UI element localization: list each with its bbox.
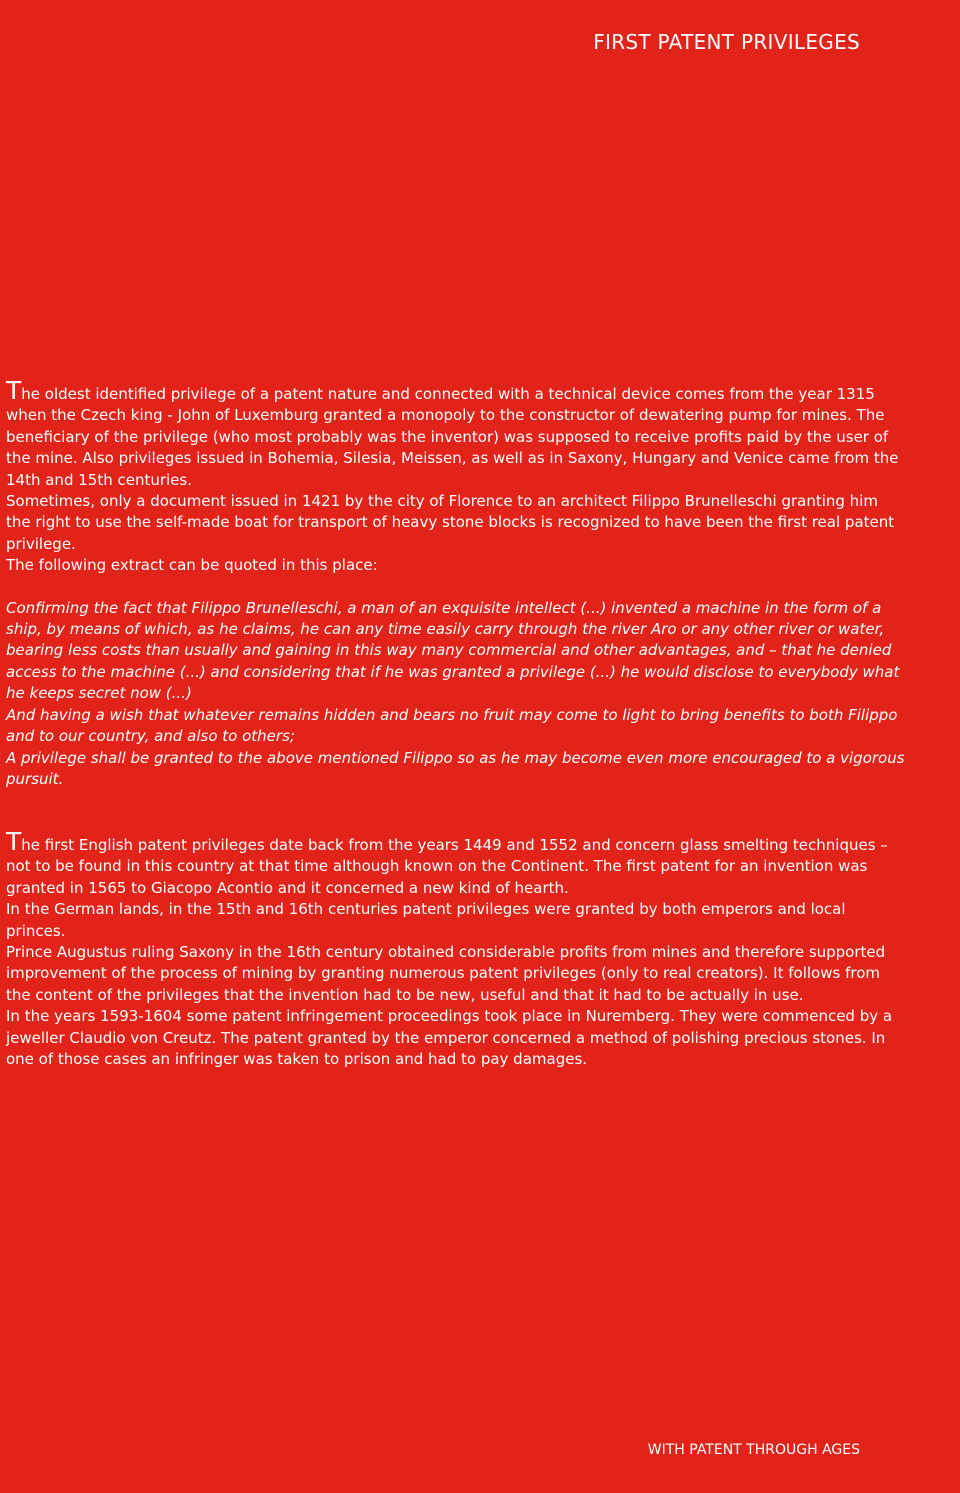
paragraph: In the German lands, in the 15th and 16th centuries patent privileges were granted by both emperors and local princes.	[6, 900, 846, 940]
drop-cap: T	[6, 376, 22, 405]
paragraph-text: he oldest identified privilege of a patent nature and connected with a technical device comes from the year 1315 when the Czech king - John of Luxemburg granted a monopoly to the constructor of dewatering pump for mines. The beneficiary of the privilege (who most probably was the inventor) was supposed to receive profits paid by the user of the mine. Also privileges issued in Bohemia, Silesia, Meissen, as well as in Saxony, Hungary and Venice came from the 14th and 15th centuries.	[6, 385, 899, 489]
paragraph: Prince Augustus ruling Saxony in the 16th century obtained considerable profits from mines and therefore supported improvement of the process of mining by granting numerous patent privileges (only to real creators). It follows from the content of the privileges that the invention had to be new, useful and that it had to be actually in use.	[6, 943, 886, 1004]
drop-cap: T	[6, 827, 22, 856]
quote-paragraph: A privilege shall be granted to the above mentioned Filippo so as he may become even more encouraged to a vigorous pursuit.	[6, 748, 905, 788]
paragraph	[6, 376, 906, 491]
quote-paragraph: Confirming the fact that Filippo Brunelleschi, a man of an exquisite intellect (...) invented a machine in the form of a ship, by means of which, as he claims, he can any time easily carry through the river Aro or any other river or water, bearing less costs than usually and gaining in this way many commercial and other advantages, and – that he denied access to the machine (...) and considering that if he was granted a privilege (...) he would disclose to everybody what he keeps secret now (...)	[6, 598, 900, 703]
english-german-section	[6, 827, 906, 1070]
paragraph: Sometimes, only a document issued in 1421 by the city of Florence to an architect Filippo Brunelleschi granting him the right to use the self-made boat for transport of heavy stone blocks is recognized to have been the first real patent privilege.	[6, 492, 895, 553]
paragraph-text: he first English patent privileges date back from the years 1449 and 1552 and concern glass smelting techniques – not to be found in this country at that time although known on the Continent. The first patent for an invention was granted in 1565 to Giacopo Acontio and it concerned a new kind of hearth.	[6, 836, 888, 897]
intro-section	[6, 376, 906, 790]
quote-paragraph: And having a wish that whatever remains hidden and bears no fruit may come to light to bring benefits to both Filippo and to our country, and also to others;	[6, 705, 898, 746]
quoted-extract	[6, 598, 906, 791]
page-title: FIRST PATENT PRIVILEGES	[593, 30, 860, 54]
paragraph: The following extract can be quoted in this place:	[6, 556, 378, 575]
footer-title: WITH PATENT THROUGH AGES	[647, 1442, 860, 1458]
paragraph: In the years 1593-1604 some patent infringement proceedings took place in Nuremberg. They were commenced by a jeweller Claudio von Creutz. The patent granted by the emperor concerned a method of polishing precious stones. In one of those cases an infringer was taken to prison and had to pay damages.	[6, 1007, 893, 1069]
paragraph	[6, 827, 906, 899]
